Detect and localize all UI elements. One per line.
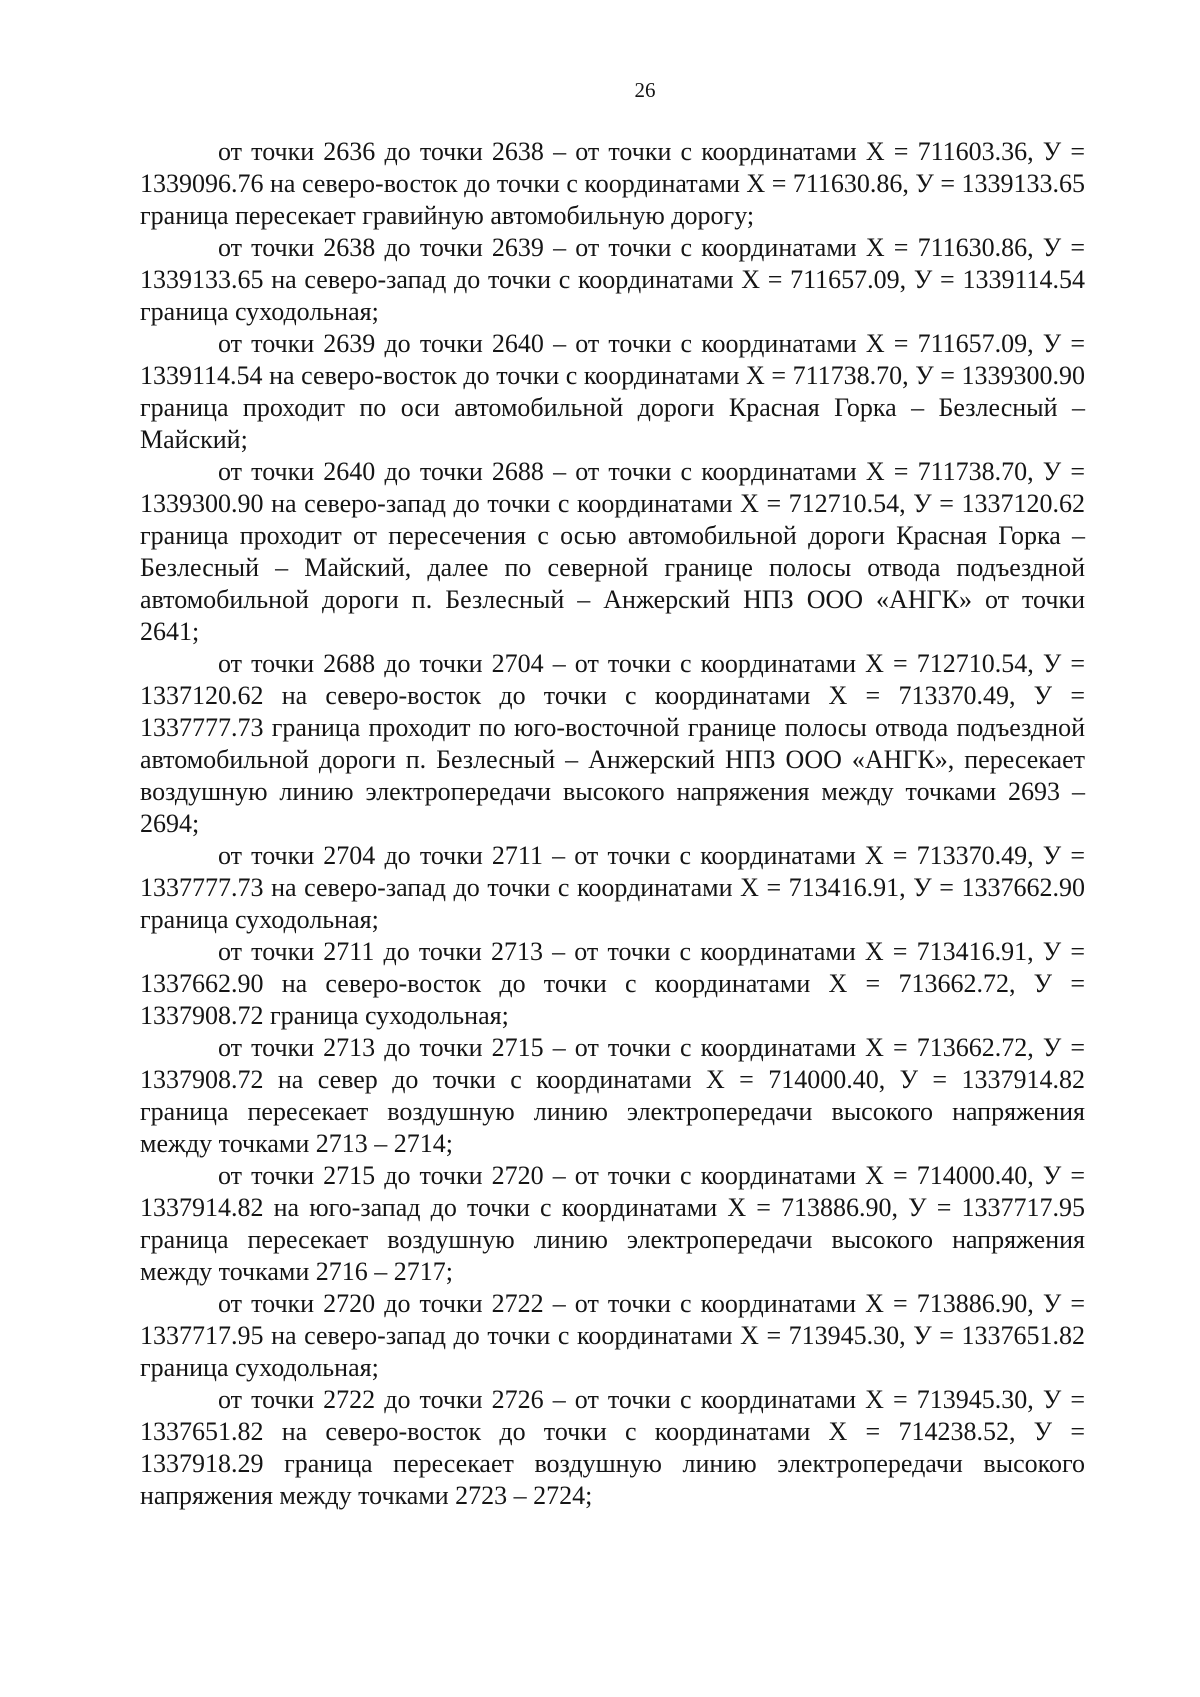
document-body	[140, 136, 1085, 1512]
paragraph: от точки 2704 до точки 2711 – от точки с координатами X = 713370.49, У = 1337777.73 на северо-запад до точки с координатами X = 713416.91, У = 1337662.90 граница суходольная;	[140, 841, 1085, 934]
page-number: 26	[634, 78, 656, 102]
paragraph: от точки 2713 до точки 2715 – от точки с координатами X = 713662.72, У = 1337908.72 на север до точки с координатами X = 714000.40, У = 1337914.82 граница пересекает воздушную линию электропередачи высокого напряжения между точками 2713 – 2714;	[140, 1033, 1085, 1158]
paragraph: от точки 2688 до точки 2704 – от точки с координатами X = 712710.54, У = 1337120.62 на северо-восток до точки с координатами X = 713370.49, У = 1337777.73 граница проходит по юго-восточной границе полосы отвода подъездной автомобильной дороги п. Безлесный – Анжерский НПЗ ООО «АНГК», пересекает воздушную линию электропередачи высокого напряжения между точками 2693 – 2694;	[140, 649, 1085, 838]
paragraph: от точки 2639 до точки 2640 – от точки с координатами X = 711657.09, У = 1339114.54 на северо-восток до точки с координатами X = 711738.70, У = 1339300.90 граница проходит по оси автомобильной дороги Красная Горка – Безлесный – Майский;	[140, 329, 1085, 454]
paragraph: от точки 2640 до точки 2688 – от точки с координатами X = 711738.70, У = 1339300.90 на северо-запад до точки с координатами X = 712710.54, У = 1337120.62 граница проходит от пересечения с осью автомобильной дороги Красная Горка – Безлесный – Майский, далее по северной границе полосы отвода подъездной автомобильной дороги п. Безлесный – Анжерский НПЗ ООО «АНГК» от точки 2641;	[140, 457, 1085, 646]
paragraph: от точки 2638 до точки 2639 – от точки с координатами X = 711630.86, У = 1339133.65 на северо-запад до точки с координатами X = 711657.09, У = 1339114.54 граница суходольная;	[140, 233, 1085, 326]
paragraph: от точки 2715 до точки 2720 – от точки с координатами X = 714000.40, У = 1337914.82 на юго-запад до точки с координатами X = 713886.90, У = 1337717.95 граница пересекает воздушную линию электропередачи высокого напряжения между точками 2716 – 2717;	[140, 1161, 1085, 1286]
paragraph: от точки 2720 до точки 2722 – от точки с координатами X = 713886.90, У = 1337717.95 на северо-запад до точки с координатами X = 713945.30, У = 1337651.82 граница суходольная;	[140, 1289, 1085, 1382]
paragraph: от точки 2711 до точки 2713 – от точки с координатами X = 713416.91, У = 1337662.90 на северо-восток до точки с координатами X = 713662.72, У = 1337908.72 граница суходольная;	[140, 937, 1085, 1030]
paragraph: от точки 2722 до точки 2726 – от точки с координатами X = 713945.30, У = 1337651.82 на северо-восток до точки с координатами X = 714238.52, У = 1337918.29 граница пересекает воздушную линию электропередачи высокого напряжения между точками 2723 – 2724;	[140, 1385, 1085, 1510]
paragraph: от точки 2636 до точки 2638 – от точки с координатами X = 711603.36, У = 1339096.76 на северо-восток до точки с координатами X = 711630.86, У = 1339133.65 граница пересекает гравийную автомобильную дорогу;	[140, 137, 1085, 230]
